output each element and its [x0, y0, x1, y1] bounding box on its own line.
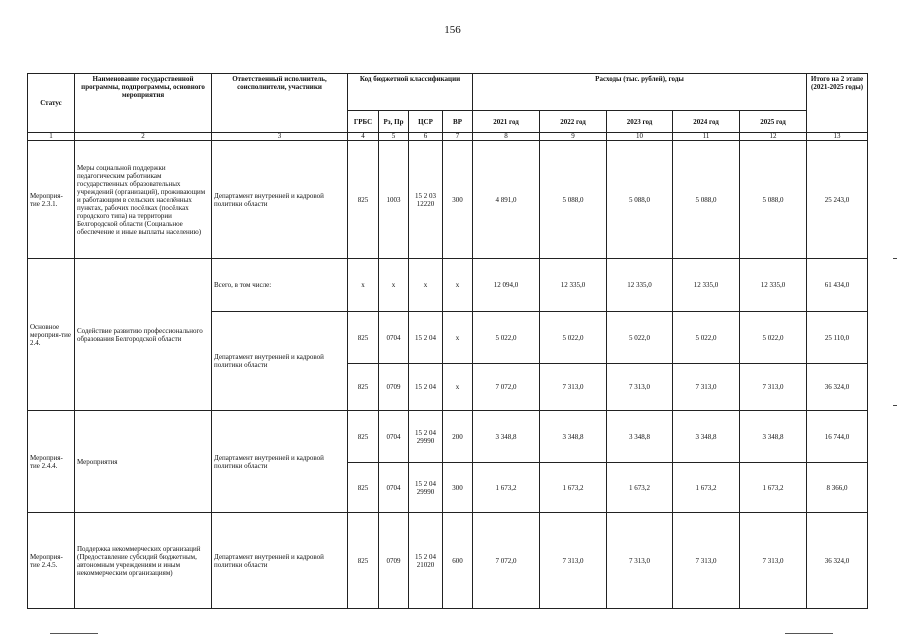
vr-cell: 600: [443, 513, 473, 609]
vr-cell: 300: [443, 141, 473, 259]
col-number: 3: [212, 133, 348, 141]
executor-cell: Департамент внутренней и кадровой политики области: [212, 513, 348, 609]
expenses-header: Расходы (тыс. рублей), годы: [473, 74, 807, 111]
rzpr-cell: 0704: [379, 411, 409, 463]
grbs-cell: 825: [348, 463, 379, 513]
grbs-cell: 825: [348, 312, 379, 364]
value-2022-cell: 12 335,0: [540, 259, 607, 312]
status-cell: Мероприя-тие 2.3.1.: [28, 141, 75, 259]
budget-code-header: Код бюджетной классификации: [348, 74, 473, 111]
year-2025-header: 2025 год: [740, 111, 807, 133]
value-2022-cell: 3 348,8: [540, 411, 607, 463]
header-row: [28, 74, 868, 111]
vr-cell: х: [443, 364, 473, 411]
vr-cell: х: [443, 259, 473, 312]
value-2023-cell: 7 313,0: [607, 513, 673, 609]
value-2025-cell: 1 673,2: [740, 463, 807, 513]
year-2024-header: 2024 год: [673, 111, 740, 133]
value-2023-cell: 7 313,0: [607, 364, 673, 411]
total-cell: 8 366,0: [807, 463, 868, 513]
vr-cell: 300: [443, 463, 473, 513]
value-2022-cell: 5 088,0: [540, 141, 607, 259]
rzpr-header: Рз, Пр: [379, 111, 409, 133]
total-cell: 36 324,0: [807, 364, 868, 411]
total-cell: 36 324,0: [807, 513, 868, 609]
value-2025-cell: 12 335,0: [740, 259, 807, 312]
scan-edge-mark: [893, 405, 897, 406]
rzpr-cell: 1003: [379, 141, 409, 259]
scan-edge-mark: [893, 258, 897, 259]
value-2021-cell: 1 673,2: [473, 463, 540, 513]
grbs-cell: 825: [348, 513, 379, 609]
value-2023-cell: 5 088,0: [607, 141, 673, 259]
value-2024-cell: 3 348,8: [673, 411, 740, 463]
table-row: [28, 259, 868, 312]
csr-cell: 15 2 04 21020: [409, 513, 443, 609]
value-2022-cell: 7 313,0: [540, 513, 607, 609]
col-number: 10: [607, 133, 673, 141]
value-2023-cell: 12 335,0: [607, 259, 673, 312]
grbs-cell: х: [348, 259, 379, 312]
vr-cell: х: [443, 312, 473, 364]
value-2024-cell: 1 673,2: [673, 463, 740, 513]
total-cell: 16 744,0: [807, 411, 868, 463]
value-2025-cell: 5 088,0: [740, 141, 807, 259]
executor-cell: Департамент внутренней и кадровой политики области: [212, 411, 348, 513]
value-2025-cell: 7 313,0: [740, 513, 807, 609]
value-2024-cell: 5 088,0: [673, 141, 740, 259]
value-2025-cell: 7 313,0: [740, 364, 807, 411]
value-2021-cell: 3 348,8: [473, 411, 540, 463]
table-row: [28, 411, 868, 463]
rzpr-cell: 0704: [379, 463, 409, 513]
csr-cell: 15 2 03 12220: [409, 141, 443, 259]
csr-cell: 15 2 04 29990: [409, 411, 443, 463]
page-number: 156: [444, 24, 461, 36]
csr-header: ЦСР: [409, 111, 443, 133]
table-row: [28, 513, 868, 609]
total-cell: 25 243,0: [807, 141, 868, 259]
col-number: 2: [75, 133, 212, 141]
executor-cell: Всего, в том числе:: [212, 259, 348, 312]
value-2021-cell: 5 022,0: [473, 312, 540, 364]
value-2025-cell: 5 022,0: [740, 312, 807, 364]
rzpr-cell: х: [379, 259, 409, 312]
value-2022-cell: 1 673,2: [540, 463, 607, 513]
col-number: 1: [28, 133, 75, 141]
footer-line: [50, 633, 98, 634]
total-cell: 25 110,0: [807, 312, 868, 364]
executor-header: Ответственный исполнитель, соисполнители, участники: [212, 74, 348, 133]
value-2025-cell: 3 348,8: [740, 411, 807, 463]
program-name-header: Наименование государственной программы, подпрограммы, основного мероприятия: [75, 74, 212, 133]
csr-cell: 15 2 04 29990: [409, 463, 443, 513]
status-cell: Мероприя-тие 2.4.5.: [28, 513, 75, 609]
value-2023-cell: 3 348,8: [607, 411, 673, 463]
vr-header: ВР: [443, 111, 473, 133]
budget-table: [27, 73, 868, 609]
value-2024-cell: 7 313,0: [673, 364, 740, 411]
value-2023-cell: 1 673,2: [607, 463, 673, 513]
table-row: [28, 141, 868, 259]
footer-line: [785, 633, 833, 634]
executor-cell: Департамент внутренней и кадровой политики области: [212, 312, 348, 411]
csr-cell: х: [409, 259, 443, 312]
col-number: 11: [673, 133, 740, 141]
total-cell: 61 434,0: [807, 259, 868, 312]
col-number: 8: [473, 133, 540, 141]
csr-cell: 15 2 04: [409, 312, 443, 364]
col-number: 4: [348, 133, 379, 141]
name-cell: Меры социальной поддержки педагогическим работникам государственных образовательных учреждений (организаций), проживающим и работающим в сельских населённых пунктах, рабочих посёлках (посёлках городского типа) на территории Белгородской области (Социальное обеспечение и иные выплаты населению): [75, 141, 212, 259]
rzpr-cell: 0709: [379, 364, 409, 411]
col-number: 5: [379, 133, 409, 141]
total-header: Итого на 2 этапе (2021-2025 годы): [807, 74, 868, 133]
name-cell: Поддержка некоммерческих организаций (Предоставление субсидий бюджетным, автономным учреждениям и иным некоммерческим организациям): [75, 513, 212, 609]
grbs-cell: 825: [348, 141, 379, 259]
rzpr-cell: 0709: [379, 513, 409, 609]
status-cell: Мероприя-тие 2.4.4.: [28, 411, 75, 513]
name-cell: Мероприятия: [75, 411, 212, 513]
value-2021-cell: 7 072,0: [473, 513, 540, 609]
year-2022-header: 2022 год: [540, 111, 607, 133]
year-2021-header: 2021 год: [473, 111, 540, 133]
col-number: 13: [807, 133, 868, 141]
value-2023-cell: 5 022,0: [607, 312, 673, 364]
value-2021-cell: 12 094,0: [473, 259, 540, 312]
grbs-cell: 825: [348, 364, 379, 411]
col-number: 7: [443, 133, 473, 141]
vr-cell: 200: [443, 411, 473, 463]
rzpr-cell: 0704: [379, 312, 409, 364]
year-2023-header: 2023 год: [607, 111, 673, 133]
csr-cell: 15 2 04: [409, 364, 443, 411]
value-2022-cell: 7 313,0: [540, 364, 607, 411]
value-2024-cell: 12 335,0: [673, 259, 740, 312]
grbs-header: ГРБС: [348, 111, 379, 133]
status-cell: Основное мероприя-тие 2.4.: [28, 259, 75, 411]
col-number: 12: [740, 133, 807, 141]
value-2021-cell: 7 072,0: [473, 364, 540, 411]
value-2022-cell: 5 022,0: [540, 312, 607, 364]
col-number: 9: [540, 133, 607, 141]
value-2024-cell: 7 313,0: [673, 513, 740, 609]
column-numbers-row: [28, 133, 868, 141]
name-cell: Содействие развитию профессионального образования Белгородской области: [75, 259, 212, 411]
value-2021-cell: 4 891,0: [473, 141, 540, 259]
grbs-cell: 825: [348, 411, 379, 463]
status-header: Статус: [28, 74, 75, 133]
executor-cell: Департамент внутренней и кадровой политики области: [212, 141, 348, 259]
value-2024-cell: 5 022,0: [673, 312, 740, 364]
col-number: 6: [409, 133, 443, 141]
